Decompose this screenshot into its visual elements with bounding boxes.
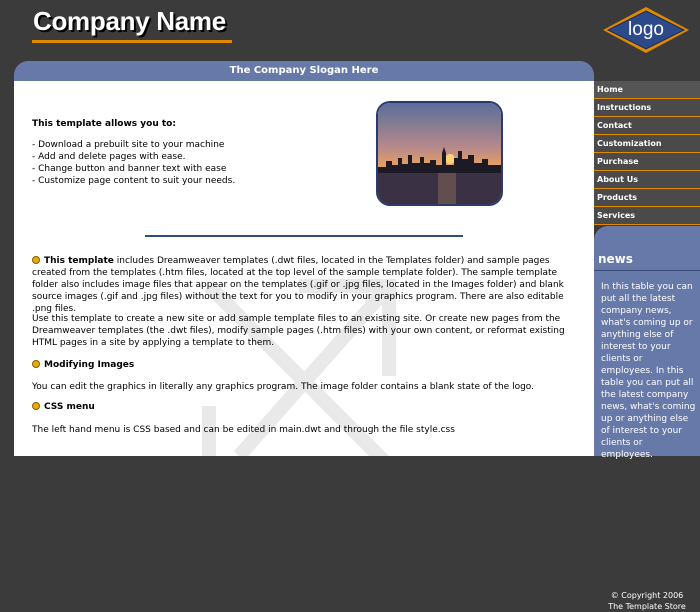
- company-name-underline: [32, 40, 232, 43]
- main-content: [14, 81, 594, 456]
- logo[interactable]: [600, 4, 692, 56]
- news-box: [594, 240, 700, 611]
- nav-item-services[interactable]: Services: [594, 207, 700, 225]
- nav-item-instructions[interactable]: Instructions: [594, 99, 700, 117]
- header: [0, 0, 700, 62]
- nav-item-home[interactable]: Home: [594, 81, 700, 99]
- news-divider: [594, 270, 700, 271]
- nav-item-customization[interactable]: Customization: [594, 135, 700, 153]
- css-menu-heading: [32, 402, 95, 412]
- template-paragraph-bold: This template: [44, 256, 114, 266]
- template-paragraph: [32, 255, 580, 315]
- company-name: Company Name: [33, 6, 226, 36]
- intro-title: This template allows you to:: [32, 119, 176, 129]
- orange-dot-icon: [32, 360, 40, 368]
- intro-item: - Download a prebuilt site to your machine: [32, 139, 235, 151]
- orange-dot-icon: [32, 256, 40, 264]
- slogan-bar: The Company Slogan Here: [14, 61, 594, 81]
- copyright: © Copyright 2006 The Template Store: [608, 591, 686, 611]
- intro-item: - Change button and banner text with ease: [32, 163, 235, 175]
- css-menu-text: The left hand menu is CSS based and can be edited in main.dwt and through the file style.css: [32, 425, 455, 435]
- usage-paragraph: Use this template to create a new site or add sample template files to an existing site. Or create new pages from the Dreamweaver templates (the .dwt files), modify sample pages (.htm files) with your own content, or reformat existing HTML pages in a site by applying a template to them.: [32, 314, 565, 348]
- sidebar: [594, 81, 700, 611]
- modifying-images-title: Modifying Images: [44, 360, 135, 370]
- logo-text: logo: [628, 19, 664, 40]
- city-skyline-photo: [376, 101, 503, 206]
- news-title: news: [598, 252, 633, 266]
- nav-item-products[interactable]: Products: [594, 189, 700, 207]
- intro-list: [32, 139, 235, 187]
- section-divider: [145, 235, 463, 237]
- skyline-image: [378, 103, 501, 204]
- css-menu-title: CSS menu: [44, 402, 95, 412]
- intro-item: - Customize page content to suit your needs.: [32, 175, 235, 187]
- nav-item-contact[interactable]: Contact: [594, 117, 700, 135]
- news-header-curve: [594, 226, 700, 240]
- modifying-images-text: You can edit the graphics in literally any graphics program. The image folder contains a blank state of the logo.: [32, 382, 535, 392]
- nav-item-about-us[interactable]: About Us: [594, 171, 700, 189]
- news-text: In this table you can put all the latest company news, what's coming up or anything else of interest to your clients or employees. In this table you can put all the latest company news, what's coming up or anything else of interest to your clients or employees.: [601, 282, 696, 460]
- nav-item-purchase[interactable]: Purchase: [594, 153, 700, 171]
- modifying-images-heading: [32, 360, 134, 370]
- intro-item: - Add and delete pages with ease.: [32, 151, 235, 163]
- orange-dot-icon: [32, 402, 40, 410]
- template-paragraph-text: includes Dreamweaver templates (.dwt files, located in the Templates folder) and sample pages created from the templates (.htm files, located at the top level of the sample template folder). The sample template folder also includes image files that appear on the templates (.gif or .jpg files, located in the Images folder) and blank source images (.gif and .jpg files) without the text for you to modify in your graphics program. There are also editable .png files.: [32, 256, 564, 314]
